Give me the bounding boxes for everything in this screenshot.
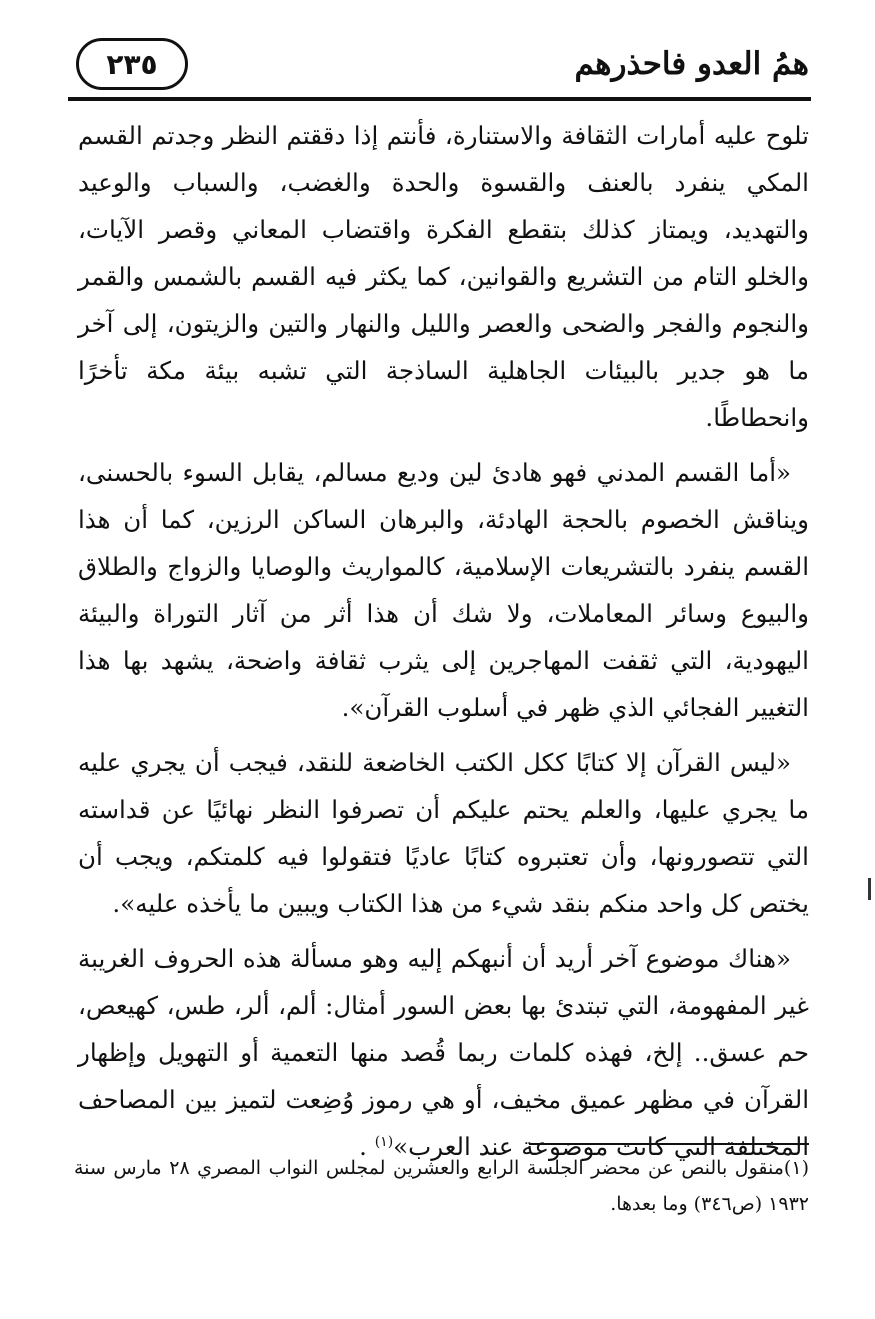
paragraph-last: [78, 935, 809, 1170]
paragraph-text: «هناك موضوع آخر أريد أن أنبهكم إليه وهو مسألة هذه الحروف الغريبة غير المفهومة، التي تبتدئ بها بعض السور أمثال: ألم، ألر، طس، كهيعص، حم عسق.. إلخ، فهذه كلمات ربما قُصد منها التعمية أو التهويل وإظهار القرآن في مظهر عميق مخيف، أو هي رموز وُضِعت لتميز بين المصاحف المختلفة التي كانت موضوعة عند العرب»: [78, 944, 809, 1161]
scan-edge-mark: [868, 878, 871, 900]
body-text: [78, 112, 809, 1178]
page-number: ٢٣٥: [106, 47, 158, 81]
page-number-badge: [76, 38, 188, 90]
running-title: همُ العدو فاحذرهم: [574, 46, 809, 82]
page-header: [64, 30, 815, 100]
paragraph-end: .: [359, 1132, 375, 1161]
footnote-reference: (١): [374, 1133, 394, 1150]
paragraph: «ليس القرآن إلا كتابًا ككل الكتب الخاضعة للنقد، فيجب أن يجري عليه ما يجري عليها، والعلم يحتم عليكم أن تصرفوا النظر نهائيًا عن قداسته التي تتصورونها، وأن تعتبروه كتابًا عاديًا فتقولوا فيه كلمتكم، ويجب أن يختص كل واحد منكم بنقد شيء من هذا الكتاب ويبين ما يأخذه عليه».: [78, 748, 809, 918]
paragraph: «أما القسم المدني فهو هادئ لين وديع مسالم، يقابل السوء بالحسنى، ويناقش الخصوم بالحجة الهادئة، والبرهان الساكن الرزين، كما أن هذا القسم ينفرد بالتشريعات الإسلامية، كالمواريث والوصايا والزواج والطلاق والبيوع وسائر المعاملات، ولا شك أن هذا أثر من آثار التوراة والبيئة اليهودية، التي ثقفت المهاجرين إلى يثرب ثقافة واضحة، يشهد بها هذا التغيير الفجائي الذي ظهر في أسلوب القرآن».: [78, 458, 810, 722]
footnote-rule: [529, 1143, 809, 1145]
paragraph: تلوح عليه أمارات الثقافة والاستنارة، فأنتم إذا دققتم النظر وجدتم القسم المكي ينفرد بالعنف والقسوة والحدة والغضب، والسباب والوعيد والتهديد، ويمتاز كذلك بتقطع الفكرة واقتضاب المعاني وقصر الآيات، والخلو التام من التشريع والقوانين، كما يكثر فيه القسم بالشمس والقمر والنجوم والفجر والضحى والعصر والليل والنهار والتين والزيتون، إلى آخر ما هو جدير بالبيئات الجاهلية الساذجة التي تشبه بيئة مكة تأخرًا وانحطاطًا.: [78, 121, 809, 432]
footnote: (١)منقول بالنص عن محضر الجلسة الرابع والعشرين لمجلس النواب المصري ٢٨ مارس سنة ١٩٣٢ (ص٣٤٦) وما بعدها.: [74, 1157, 809, 1215]
header-rule: [68, 97, 811, 101]
